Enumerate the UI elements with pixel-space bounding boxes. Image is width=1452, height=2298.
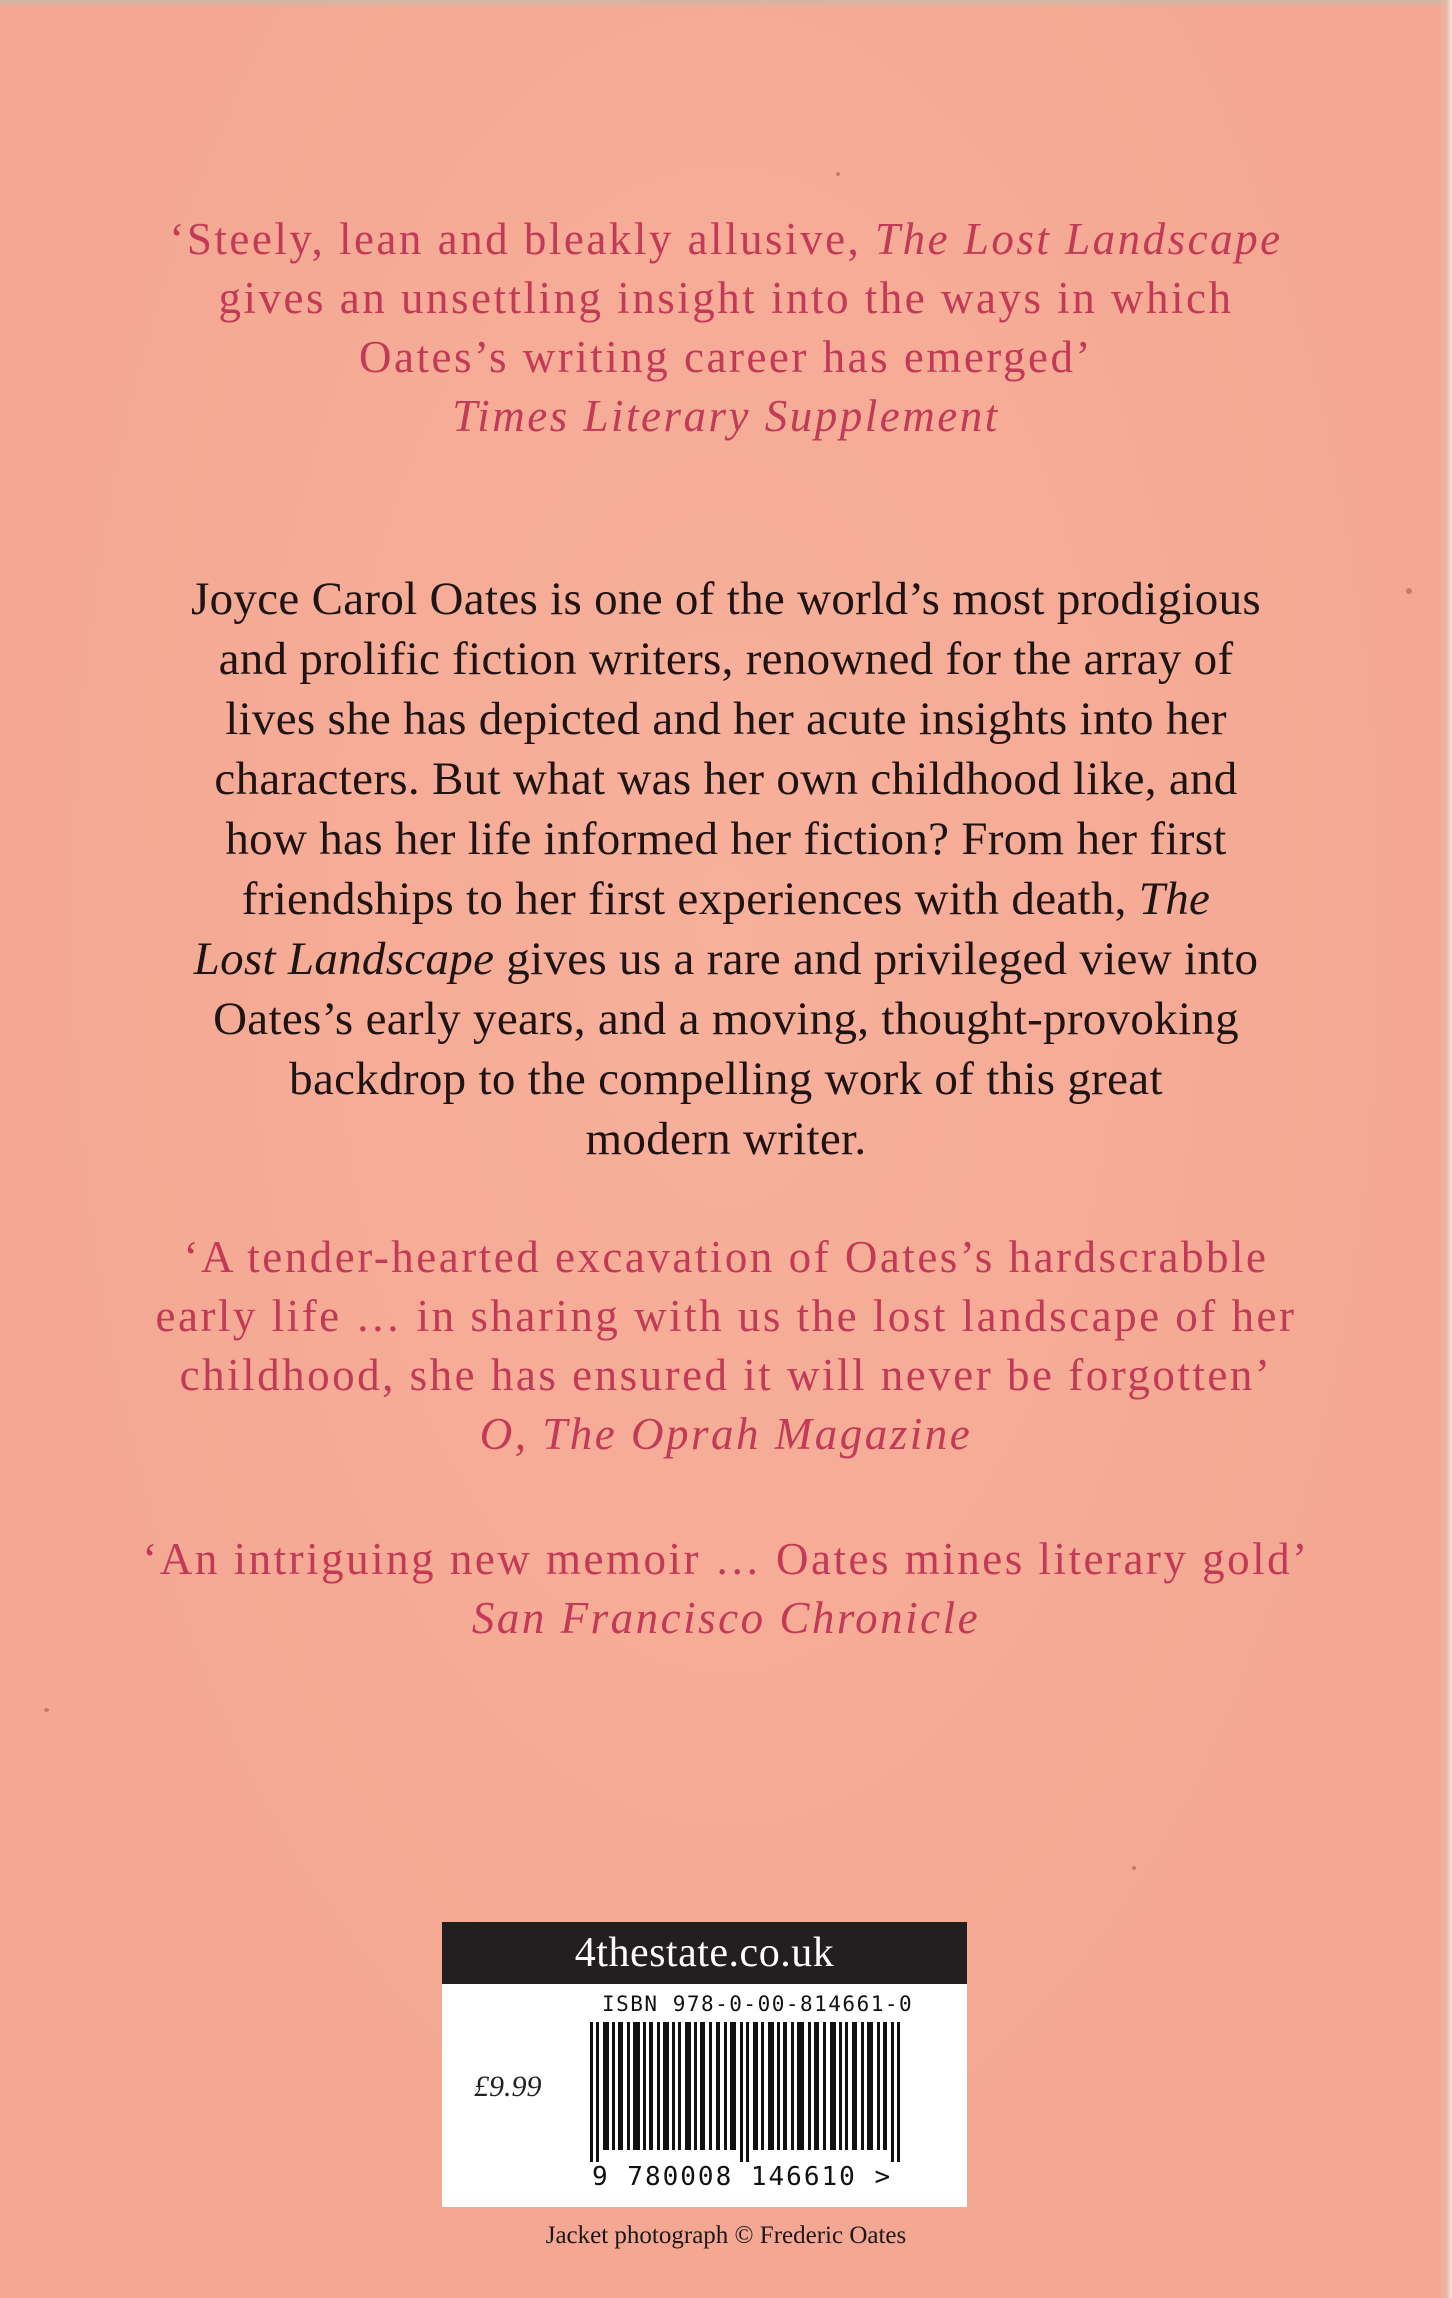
quote-line: ‘Steely, lean and bleakly allusive, The Lost Landscape (169, 214, 1283, 264)
blurb-line: friendships to her first experiences with death, The (241, 873, 1211, 925)
quote-line: Oates’s writing career has emerged’ (359, 332, 1093, 382)
barcode-icon (590, 2022, 920, 2162)
quote-source: Times Literary Supplement (452, 391, 1000, 441)
blurb-line: Joyce Carol Oates is one of the world’s most prodigious (191, 573, 1261, 625)
blurb-line: Oates’s early years, and a moving, thought-provoking (213, 993, 1239, 1045)
blurb-line: how has her life informed her fiction? From her first (225, 813, 1227, 865)
book-description (0, 569, 1452, 1169)
blurb-line: characters. But what was her own childhood like, and (214, 753, 1238, 805)
blurb-line: and prolific fiction writers, renowned for the array of (218, 633, 1234, 685)
quote-line: childhood, she has ensured it will never be forgotten’ (179, 1350, 1273, 1400)
barcode-panel (442, 1922, 967, 2207)
quote-line: ‘An intriguing new memoir … Oates mines literary gold’ (142, 1534, 1310, 1584)
quote-line: early life … in sharing with us the lost landscape of her (155, 1291, 1297, 1341)
blurb-line: backdrop to the compelling work of this great (289, 1053, 1163, 1105)
barcode-digits: 9 780008 146610 > (592, 2162, 893, 2192)
paper-speck (836, 172, 840, 176)
book-title-italic: Lost Landscape (193, 933, 495, 985)
paper-speck (1132, 1866, 1136, 1870)
quote-line: ‘A tender-hearted excavation of Oates’s hardscrabble (183, 1232, 1269, 1282)
publisher-website: 4thestate.co.uk (442, 1922, 967, 1984)
blurb-line: lives she has depicted and her acute insights into her (225, 693, 1227, 745)
paper-speck (44, 1708, 49, 1712)
isbn-label: ISBN 978-0-00-814661-0 (602, 1992, 914, 2016)
book-title-italic: The (1138, 873, 1211, 925)
quote-source: O, The Oprah Magazine (479, 1409, 973, 1459)
review-quote-tls (0, 210, 1452, 446)
blurb-line: modern writer. (585, 1113, 867, 1165)
quote-source: San Francisco Chronicle (471, 1593, 981, 1643)
review-quote-sf-chronicle (0, 1530, 1452, 1648)
top-edge (0, 0, 1452, 8)
blurb-line: Lost Landscape gives us a rare and privileged view into (193, 933, 1259, 985)
photo-credit: Jacket photograph © Frederic Oates (545, 2222, 907, 2249)
quote-line: gives an unsettling insight into the ways in which (218, 273, 1234, 323)
book-title-italic: The Lost Landscape (875, 214, 1283, 264)
price-label: £9.99 (474, 2070, 542, 2103)
review-quote-oprah (0, 1228, 1452, 1464)
